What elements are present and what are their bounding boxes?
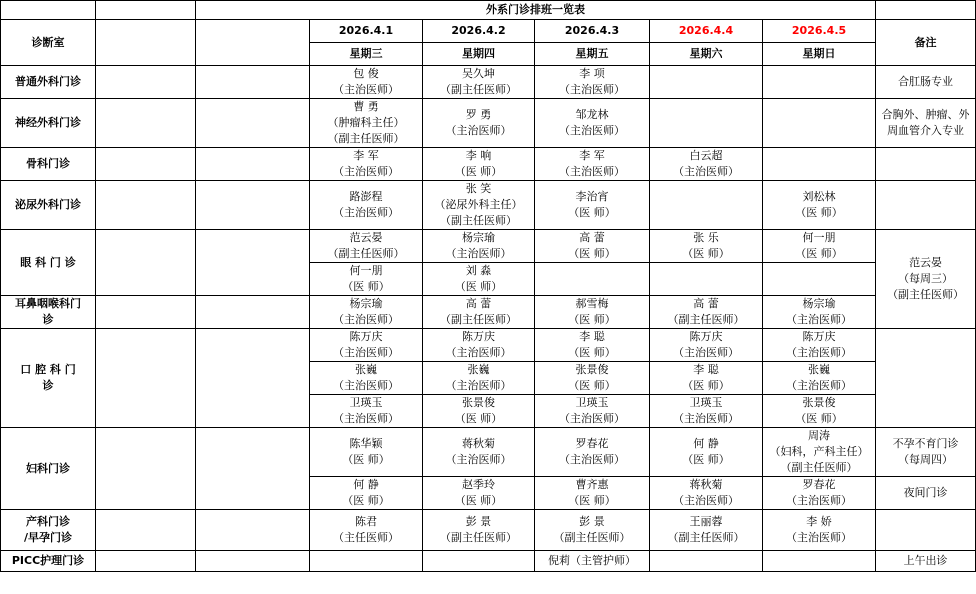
cell-line: （主治医师）	[673, 346, 739, 359]
cell-line: （医 师）	[454, 165, 503, 178]
cell-line: （医 师）	[454, 412, 503, 425]
cell-line: 陈华颖	[349, 437, 383, 450]
cell-line: （医 师）	[568, 494, 616, 507]
note-cell: 夜间门诊	[876, 477, 976, 510]
schedule-cell	[310, 263, 423, 296]
date-header: 2026.4.2	[423, 20, 535, 43]
blank-cell	[96, 230, 196, 296]
dept-urology: 泌尿外科门诊	[1, 181, 96, 230]
schedule-cell	[650, 428, 763, 477]
cell-line: 高 蕾	[465, 297, 492, 310]
schedule-cell	[763, 551, 876, 572]
dept-oral	[1, 329, 96, 428]
schedule-cell	[310, 329, 423, 362]
schedule-cell	[763, 148, 876, 181]
cell-line: （肿瘤科主任）	[327, 116, 405, 129]
cell-line: 何 静	[353, 478, 379, 491]
cell-line: （每周四）	[898, 453, 954, 466]
blank-cell	[96, 296, 196, 329]
title-right-blank	[876, 1, 976, 20]
cell-line: （主治医师）	[786, 531, 853, 544]
cell-line: （副主任医师）	[440, 313, 517, 326]
schedule-cell	[535, 263, 650, 296]
schedule-cell	[535, 428, 650, 477]
cell-line: （主治医师）	[786, 313, 853, 326]
schedule-cell	[763, 395, 876, 428]
cell-line: （医 师）	[342, 494, 390, 507]
cell-line: （主治医师）	[333, 379, 399, 392]
cell-line: 周涛	[808, 429, 831, 442]
note-cell: 上午出诊	[876, 551, 976, 572]
schedule-cell	[535, 296, 650, 329]
blank-cell	[196, 329, 310, 428]
cell-line: 张巍	[808, 363, 831, 376]
cell-line: （医 师）	[342, 280, 390, 293]
cell-line: （主治医师）	[445, 453, 512, 466]
schedule-cell	[650, 296, 763, 329]
schedule-cell	[423, 230, 535, 263]
cell-line: （主治医师）	[786, 494, 853, 507]
blank-cell	[196, 148, 310, 181]
cell-line: （主治医师）	[673, 165, 739, 178]
title-left-blank	[96, 1, 196, 20]
blank-cell	[96, 66, 196, 99]
cell-line: （主治医师）	[445, 379, 512, 392]
cell-line: 陈万庆	[689, 330, 723, 343]
note-cell	[876, 99, 976, 148]
dept-obstetrics	[1, 510, 96, 551]
schedule-cell	[423, 428, 535, 477]
cell-line: 范云晏	[909, 256, 943, 269]
cell-line: （医 师）	[568, 379, 616, 392]
cell-line: 不孕不育门诊	[892, 437, 959, 450]
dept-ent	[1, 296, 96, 329]
cell-line: 赵季玲	[462, 478, 495, 491]
cell-line: 诊	[42, 379, 54, 392]
cell-line: （副主任医师）	[327, 247, 405, 260]
date-header: 2026.4.5	[763, 20, 876, 43]
cell-line: 彭 景	[579, 515, 605, 528]
cell-line: 何一朋	[802, 231, 836, 244]
schedule-cell	[650, 148, 763, 181]
cell-line: （主治医师）	[786, 346, 853, 359]
schedule-cell	[763, 181, 876, 230]
blank-cell	[196, 181, 310, 230]
schedule-cell	[423, 148, 535, 181]
schedule-cell	[310, 362, 423, 395]
cell-line: （主治医师）	[333, 412, 399, 425]
cell-line: （医 师）	[568, 313, 616, 326]
dept-picc: PICC护理门诊	[1, 551, 96, 572]
cell-line: （医 师）	[682, 247, 730, 260]
cell-line: （主治医师）	[333, 206, 399, 219]
weekday-header: 星期日	[763, 43, 876, 66]
schedule-cell	[310, 296, 423, 329]
schedule-cell	[423, 99, 535, 148]
cell-line: 陈君	[355, 515, 377, 528]
cell-line: （副主任医师）	[553, 531, 631, 544]
cell-line: 张巍	[355, 363, 377, 376]
cell-line: 包 俊	[353, 67, 379, 80]
note-cell: 合肛肠专业	[876, 66, 976, 99]
cell-line: 曹 勇	[353, 100, 379, 113]
blank-cell	[196, 99, 310, 148]
cell-line: 王丽蓉	[689, 515, 723, 528]
schedule-cell	[650, 181, 763, 230]
schedule-cell	[310, 99, 423, 148]
schedule-cell	[763, 66, 876, 99]
cell-line: （副主任医师）	[667, 313, 745, 326]
schedule-cell	[423, 477, 535, 510]
cell-line: （副主任医师）	[667, 531, 745, 544]
schedule-cell	[423, 329, 535, 362]
schedule-cell	[650, 329, 763, 362]
notes-column-header: 备注	[876, 20, 976, 66]
cell-line: 卫瑛玉	[689, 396, 723, 409]
cell-line: 李 娇	[806, 515, 832, 528]
cell-line: 李 聪	[579, 330, 605, 343]
schedule-cell	[535, 551, 650, 572]
blank-cell	[96, 510, 196, 551]
cell-line: 李治宵	[575, 190, 609, 203]
schedule-cell	[535, 329, 650, 362]
cell-line: 陈万庆	[802, 330, 836, 343]
cell-line: 罗春花	[802, 478, 836, 491]
schedule-cell	[535, 477, 650, 510]
blank-cell	[876, 329, 976, 428]
cell-line: （副主任医师）	[780, 461, 858, 474]
blank-cell	[96, 99, 196, 148]
dept-neurosurgery: 神经外科门诊	[1, 99, 96, 148]
cell-line: 杨宗瑜	[462, 231, 495, 244]
schedule-cell	[535, 66, 650, 99]
cell-line: （医 师）	[795, 247, 843, 260]
schedule-cell	[310, 66, 423, 99]
cell-line: 周血管介入专业	[887, 124, 965, 137]
schedule-cell	[423, 181, 535, 230]
cell-line: （每周三）	[898, 272, 954, 285]
schedule-cell	[535, 230, 650, 263]
schedule-cell	[423, 263, 535, 296]
cell-line: （主治医师）	[559, 165, 625, 178]
cell-line: 曹齐惠	[575, 478, 609, 491]
schedule-cell	[535, 99, 650, 148]
cell-line: 张景俊	[802, 396, 836, 409]
blank-cell	[96, 551, 196, 572]
weekday-header: 星期五	[535, 43, 650, 66]
schedule-cell	[310, 510, 423, 551]
cell-line: （副主任医师）	[440, 214, 517, 227]
schedule-cell	[423, 296, 535, 329]
schedule-cell	[535, 181, 650, 230]
schedule-cell	[650, 263, 763, 296]
cell-line: 合胸外、肿瘤、外	[881, 108, 970, 121]
cell-line: 刘 淼	[465, 264, 492, 277]
cell-line: （主治医师）	[333, 313, 399, 326]
schedule-cell	[650, 510, 763, 551]
schedule-cell	[535, 510, 650, 551]
schedule-cell	[650, 99, 763, 148]
cell-line: （主治医师）	[333, 165, 399, 178]
schedule-cell	[650, 477, 763, 510]
blank-cell	[876, 510, 976, 551]
weekday-header: 星期三	[310, 43, 423, 66]
cell-line: （主治医师）	[786, 379, 853, 392]
schedule-cell	[310, 148, 423, 181]
cell-line: 耳鼻咽喉科门	[15, 297, 81, 310]
cell-line: （医 师）	[795, 412, 843, 425]
cell-line: （主治医师）	[333, 83, 399, 96]
cell-line: （医 师）	[682, 379, 730, 392]
cell-line: 杨宗瑜	[802, 297, 836, 310]
cell-line: 陈万庆	[462, 330, 495, 343]
schedule-cell	[763, 428, 876, 477]
schedule-cell	[310, 428, 423, 477]
schedule-cell	[650, 66, 763, 99]
cell-line: 何 静	[693, 437, 719, 450]
weekday-header: 星期六	[650, 43, 763, 66]
blank-cell	[196, 66, 310, 99]
schedule-cell	[310, 477, 423, 510]
cell-line: （医 师）	[568, 206, 616, 219]
schedule-cell	[535, 148, 650, 181]
cell-line: （主治医师）	[559, 453, 625, 466]
schedule-cell	[423, 510, 535, 551]
cell-line: 倪莉（主管护师）	[548, 554, 636, 567]
blank-cell	[196, 551, 310, 572]
dept-general-surgery: 普通外科门诊	[1, 66, 96, 99]
cell-line: （泌尿外科主任）	[434, 198, 523, 211]
cell-line: （医 师）	[795, 206, 843, 219]
cell-line: 蒋秋菊	[462, 437, 495, 450]
schedule-cell	[535, 362, 650, 395]
dept-column-header: 诊断室	[1, 20, 96, 66]
schedule-cell	[310, 230, 423, 263]
cell-line: （副主任医师）	[327, 132, 405, 145]
schedule-cell	[763, 362, 876, 395]
title-left-blank	[1, 1, 96, 20]
schedule-cell	[763, 263, 876, 296]
dept-orthopedics: 骨科门诊	[1, 148, 96, 181]
schedule-cell	[763, 230, 876, 263]
cell-line: （主治医师）	[445, 247, 512, 260]
cell-line: （主治医师）	[559, 124, 625, 137]
dept-ophthalmology: 眼 科 门 诊	[1, 230, 96, 296]
cell-line: 李 响	[465, 149, 492, 162]
cell-line: 罗 勇	[465, 108, 492, 121]
cell-line: 陈万庆	[349, 330, 383, 343]
cell-line: （主治医师）	[445, 124, 512, 137]
cell-line: （医 师）	[682, 453, 730, 466]
cell-line: 吴久坤	[462, 67, 495, 80]
cell-line: 何一朋	[349, 264, 383, 277]
date-header: 2026.4.1	[310, 20, 423, 43]
schedule-cell	[650, 551, 763, 572]
table-title: 外系门诊排班一览表	[196, 1, 876, 20]
schedule-cell	[423, 362, 535, 395]
cell-line: （主治医师）	[559, 412, 625, 425]
cell-line: 张景俊	[462, 396, 495, 409]
schedule-cell	[310, 395, 423, 428]
cell-line: （主治医师）	[559, 83, 625, 96]
cell-line: （主治医师）	[673, 412, 739, 425]
cell-line: （医 师）	[342, 453, 390, 466]
cell-line: （副主任医师）	[440, 83, 517, 96]
cell-line: 蒋秋菊	[689, 478, 723, 491]
schedule-cell	[763, 477, 876, 510]
cell-line: 彭 景	[465, 515, 492, 528]
dept-gynecology: 妇科门诊	[1, 428, 96, 510]
date-header: 2026.4.4	[650, 20, 763, 43]
schedule-cell	[423, 395, 535, 428]
cell-line: /早孕门诊	[23, 531, 73, 544]
cell-line: 产科门诊	[26, 515, 70, 528]
date-header: 2026.4.3	[535, 20, 650, 43]
blank-cell	[96, 181, 196, 230]
cell-line: （主任医师）	[333, 531, 399, 544]
cell-line: 邹龙林	[575, 108, 609, 121]
cell-line: 杨宗瑜	[349, 297, 383, 310]
cell-line: （医 师）	[454, 494, 503, 507]
schedule-cell	[310, 181, 423, 230]
schedule-cell	[650, 362, 763, 395]
cell-line: 路澎程	[349, 190, 383, 203]
schedule-cell	[763, 329, 876, 362]
blank-header	[196, 20, 310, 66]
cell-line: 李 项	[579, 67, 605, 80]
blank-cell	[196, 296, 310, 329]
blank-cell	[196, 230, 310, 296]
blank-cell	[96, 329, 196, 428]
schedule-cell	[650, 395, 763, 428]
cell-line: 罗春花	[575, 437, 609, 450]
blank-cell	[196, 510, 310, 551]
cell-line: 诊	[42, 313, 54, 326]
cell-line: 卫瑛玉	[575, 396, 609, 409]
cell-line: 范云晏	[349, 231, 383, 244]
cell-line: （主治医师）	[445, 346, 512, 359]
cell-line: 张巍	[467, 363, 490, 376]
schedule-cell	[763, 99, 876, 148]
cell-line: （医 师）	[568, 346, 616, 359]
blank-cell	[876, 148, 976, 181]
cell-line: 张 笑	[465, 182, 492, 195]
cell-line: 口 腔 科 门	[20, 363, 76, 376]
cell-line: 张 乐	[693, 231, 719, 244]
cell-line: （妇科，产科主任）	[769, 445, 869, 458]
cell-line: 李 聪	[693, 363, 719, 376]
cell-line: （副主任医师）	[887, 288, 965, 301]
weekday-header: 星期四	[423, 43, 535, 66]
cell-line: （副主任医师）	[440, 531, 517, 544]
cell-line: 卫瑛玉	[349, 396, 383, 409]
cell-line: 李 军	[353, 149, 379, 162]
schedule-cell	[310, 551, 423, 572]
schedule-cell	[423, 551, 535, 572]
cell-line: 高 蕾	[579, 231, 605, 244]
blank-cell	[96, 428, 196, 510]
schedule-cell	[535, 395, 650, 428]
cell-line: （医 师）	[568, 247, 616, 260]
schedule-cell	[423, 66, 535, 99]
blank-cell	[96, 148, 196, 181]
cell-line: （医 师）	[454, 280, 503, 293]
blank-header	[96, 20, 196, 66]
note-cell	[876, 230, 976, 329]
blank-cell	[196, 428, 310, 510]
cell-line: 刘松林	[802, 190, 836, 203]
cell-line: 郝雪梅	[575, 297, 609, 310]
note-cell	[876, 428, 976, 477]
blank-cell	[876, 181, 976, 230]
cell-line: （主治医师）	[673, 494, 739, 507]
cell-line: （主治医师）	[333, 346, 399, 359]
cell-line: 白云超	[689, 149, 723, 162]
cell-line: 高 蕾	[693, 297, 719, 310]
schedule-cell	[763, 296, 876, 329]
schedule-cell	[763, 510, 876, 551]
cell-line: 张景俊	[575, 363, 609, 376]
cell-line: 李 军	[579, 149, 605, 162]
schedule-cell	[650, 230, 763, 263]
